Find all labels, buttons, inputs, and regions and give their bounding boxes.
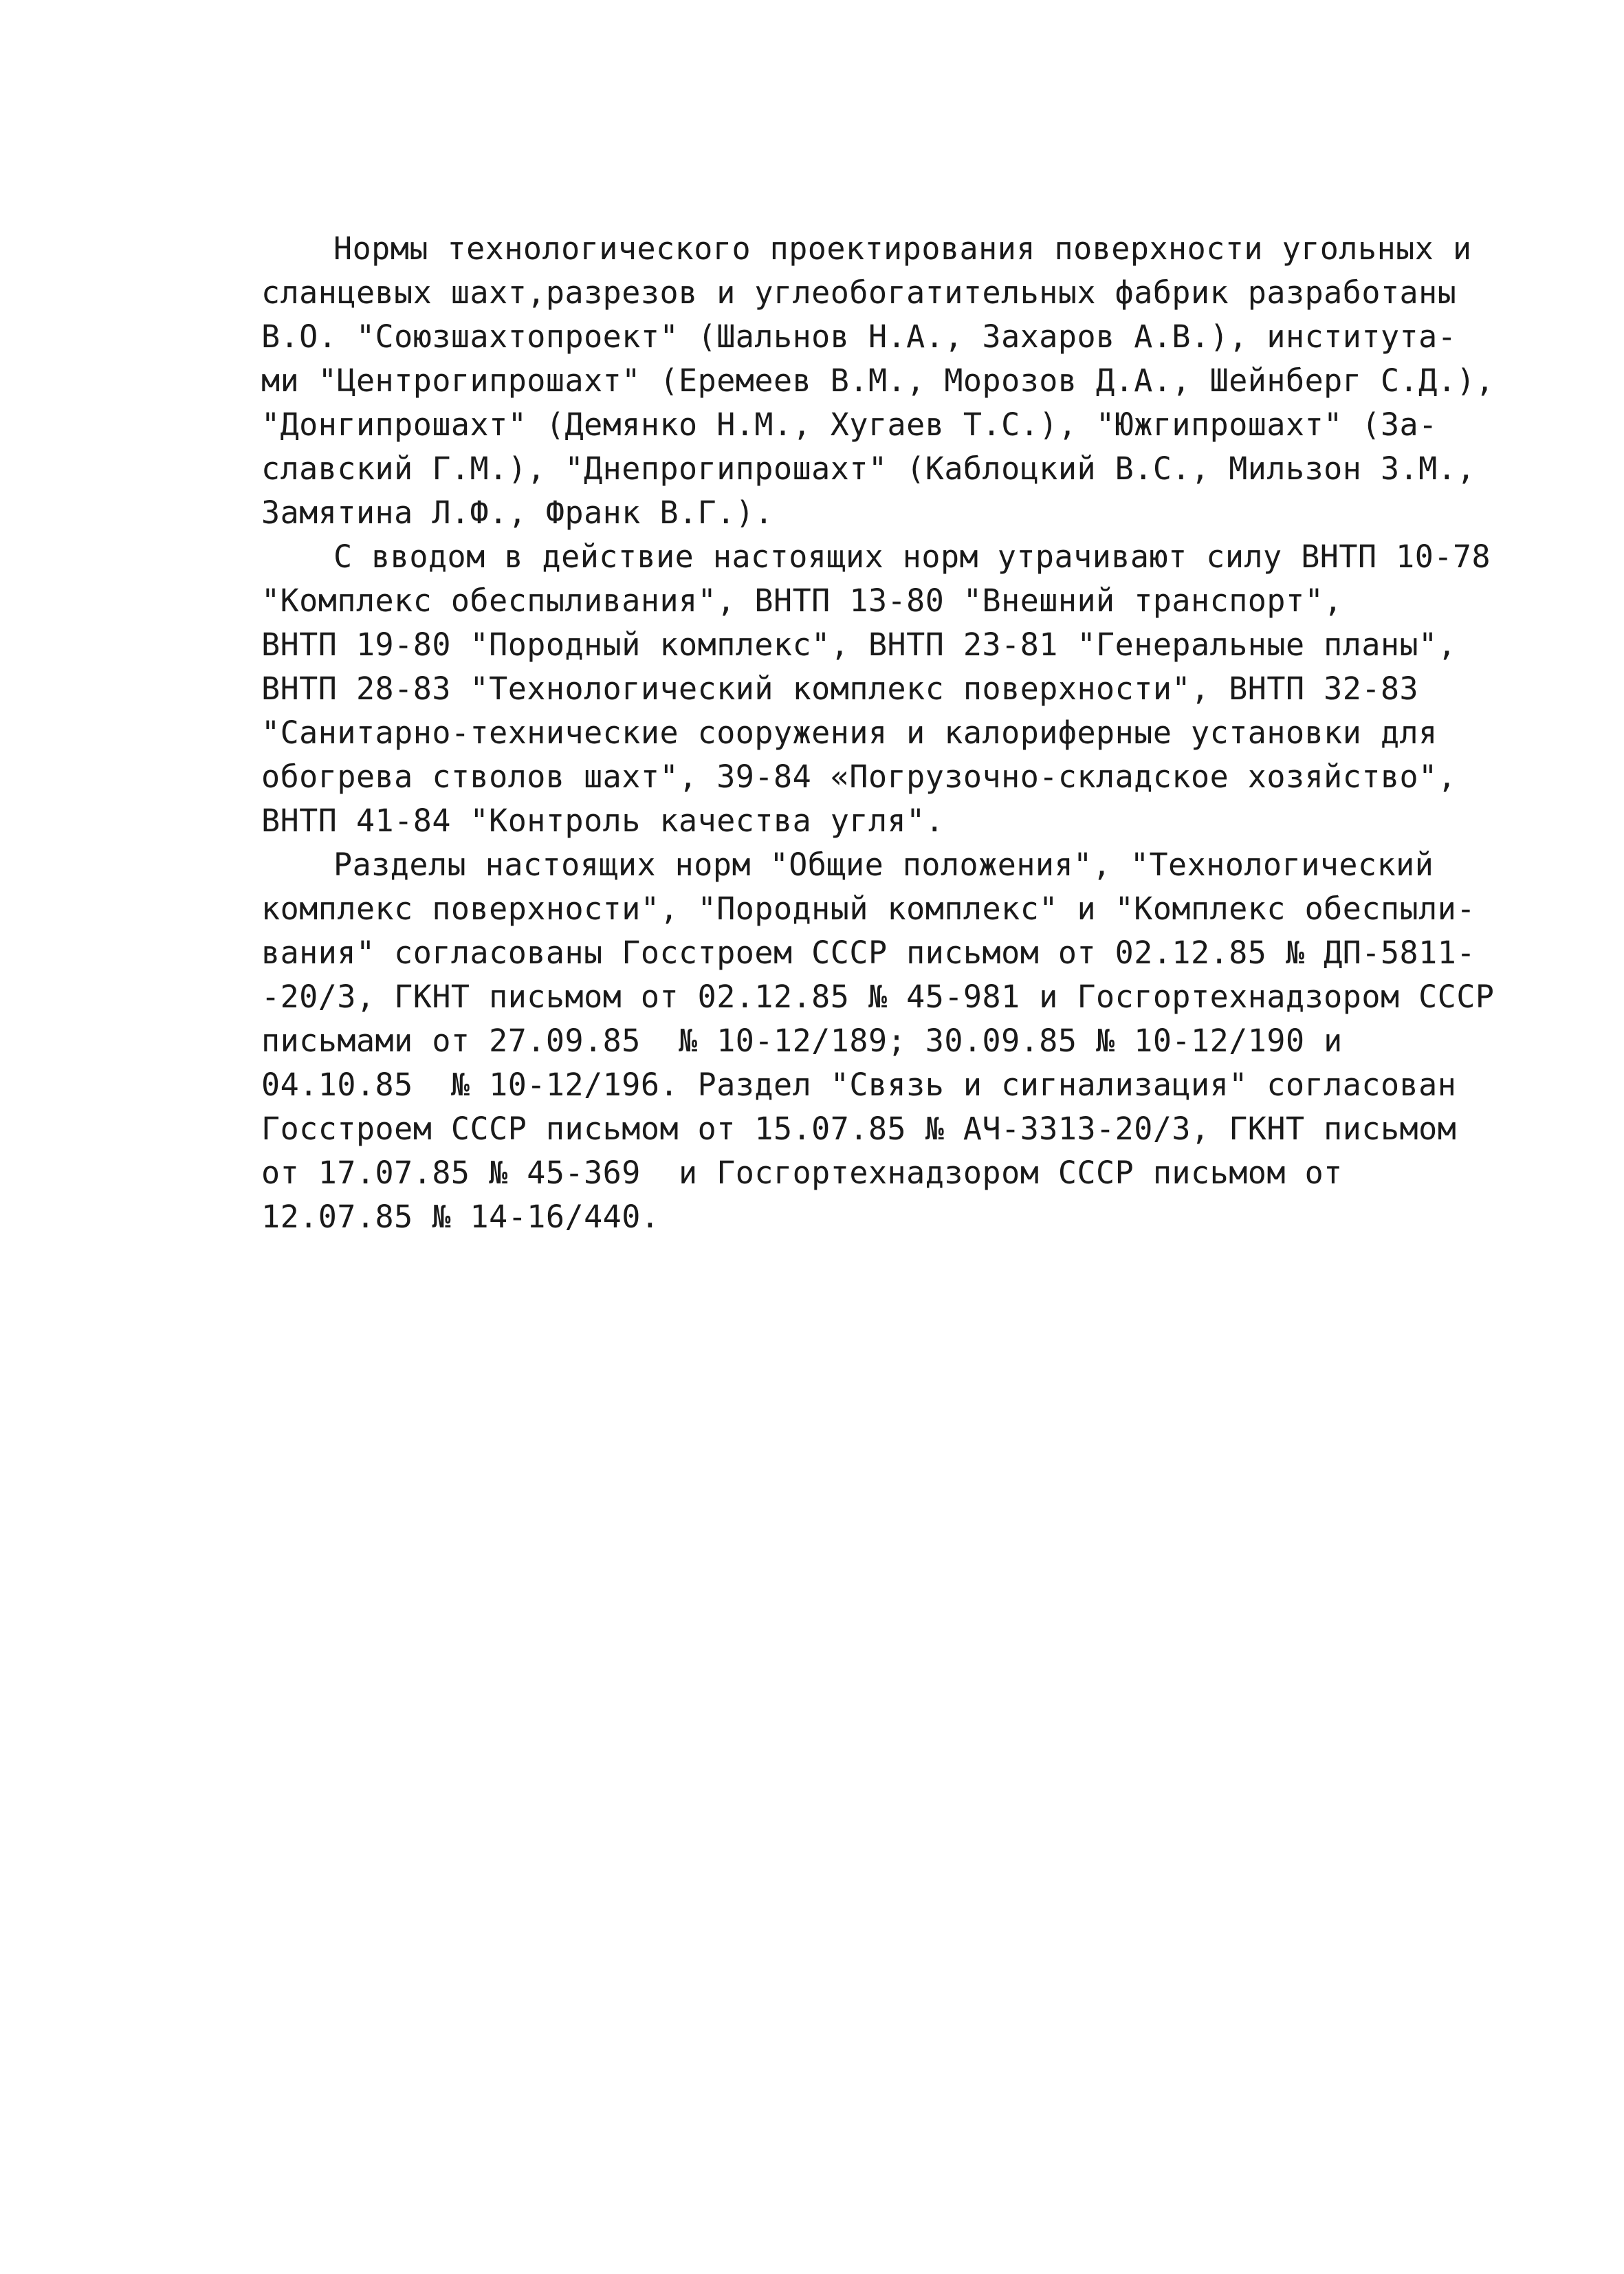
paragraph-line: "Комплекс обеспыливания", ВНТП 13-80 "Внешний транспорт", <box>261 582 1343 619</box>
paragraph-superseded-norms <box>261 535 1491 843</box>
paragraph-line: В.О. "Союзшахтопроект" (Шальнов Н.А., Захаров А.В.), института- <box>261 318 1457 355</box>
paragraph-line: "Санитарно-технические сооружения и калориферные установки для <box>261 714 1438 751</box>
paragraph-line: ВНТП 41-84 "Контроль качества угля". <box>261 802 945 839</box>
paragraph-line: Замятина Л.Ф., Франк В.Г.). <box>261 494 773 531</box>
paragraph-line: вания" согласованы Госстроем СССР письмом от 02.12.85 № ДП-5811- <box>261 934 1475 971</box>
paragraph-line: сланцевых шахт,разрезов и углеобогатительных фабрик разработаны <box>261 274 1457 311</box>
paragraph-line: Нормы технологического проектирования поверхности угольных и <box>333 230 1472 267</box>
paragraph-line: С вводом в действие настоящих норм утрачивают силу ВНТП 10-78 <box>333 538 1491 575</box>
paragraph-line: ВНТП 28-83 "Технологический комплекс поверхности", ВНТП 32-83 <box>261 670 1419 707</box>
paragraph-line: "Донгипрошахт" (Демянко Н.М., Хугаев Т.С.), "Южгипрошахт" (За- <box>261 406 1438 443</box>
paragraph-line: 04.10.85 № 10-12/196. Раздел "Связь и сигнализация" согласован <box>261 1067 1457 1103</box>
paragraph-line: комплекс поверхности", "Породный комплекс" и "Комплекс обеспыли- <box>261 890 1475 927</box>
paragraph-line: Разделы настоящих норм "Общие положения", "Технологический <box>333 846 1434 883</box>
paragraph-approvals <box>261 843 1495 1239</box>
paragraph-line: обогрева стволов шахт", 39-84 «Погрузочно-складское хозяйство", <box>261 758 1457 795</box>
paragraph-line: ми "Центрогипрошахт" (Еремеев В.М., Морозов Д.А., Шейнберг С.Д.), <box>261 362 1495 399</box>
paragraph-authors <box>261 227 1495 535</box>
paragraph-line: славский Г.М.), "Днепрогипрошахт" (Каблоцкий В.С., Мильзон З.М., <box>261 450 1475 487</box>
paragraph-line: -20/3, ГКНТ письмом от 02.12.85 № 45-981 и Госгортехнадзором СССР <box>261 979 1495 1015</box>
paragraph-line: 12.07.85 № 14-16/440. <box>261 1199 660 1235</box>
paragraph-line: от 17.07.85 № 45-369 и Госгортехнадзором СССР письмом от <box>261 1155 1343 1191</box>
document-body <box>261 227 1495 1239</box>
paragraph-line: ВНТП 19-80 "Породный комплекс", ВНТП 23-81 "Генеральные планы", <box>261 626 1457 663</box>
paragraph-line: письмами от 27.09.85 № 10-12/189; 30.09.85 № 10-12/190 и <box>261 1023 1343 1059</box>
paragraph-line: Госстроем СССР письмом от 15.07.85 № АЧ-3313-20/3, ГКНТ письмом <box>261 1111 1457 1147</box>
